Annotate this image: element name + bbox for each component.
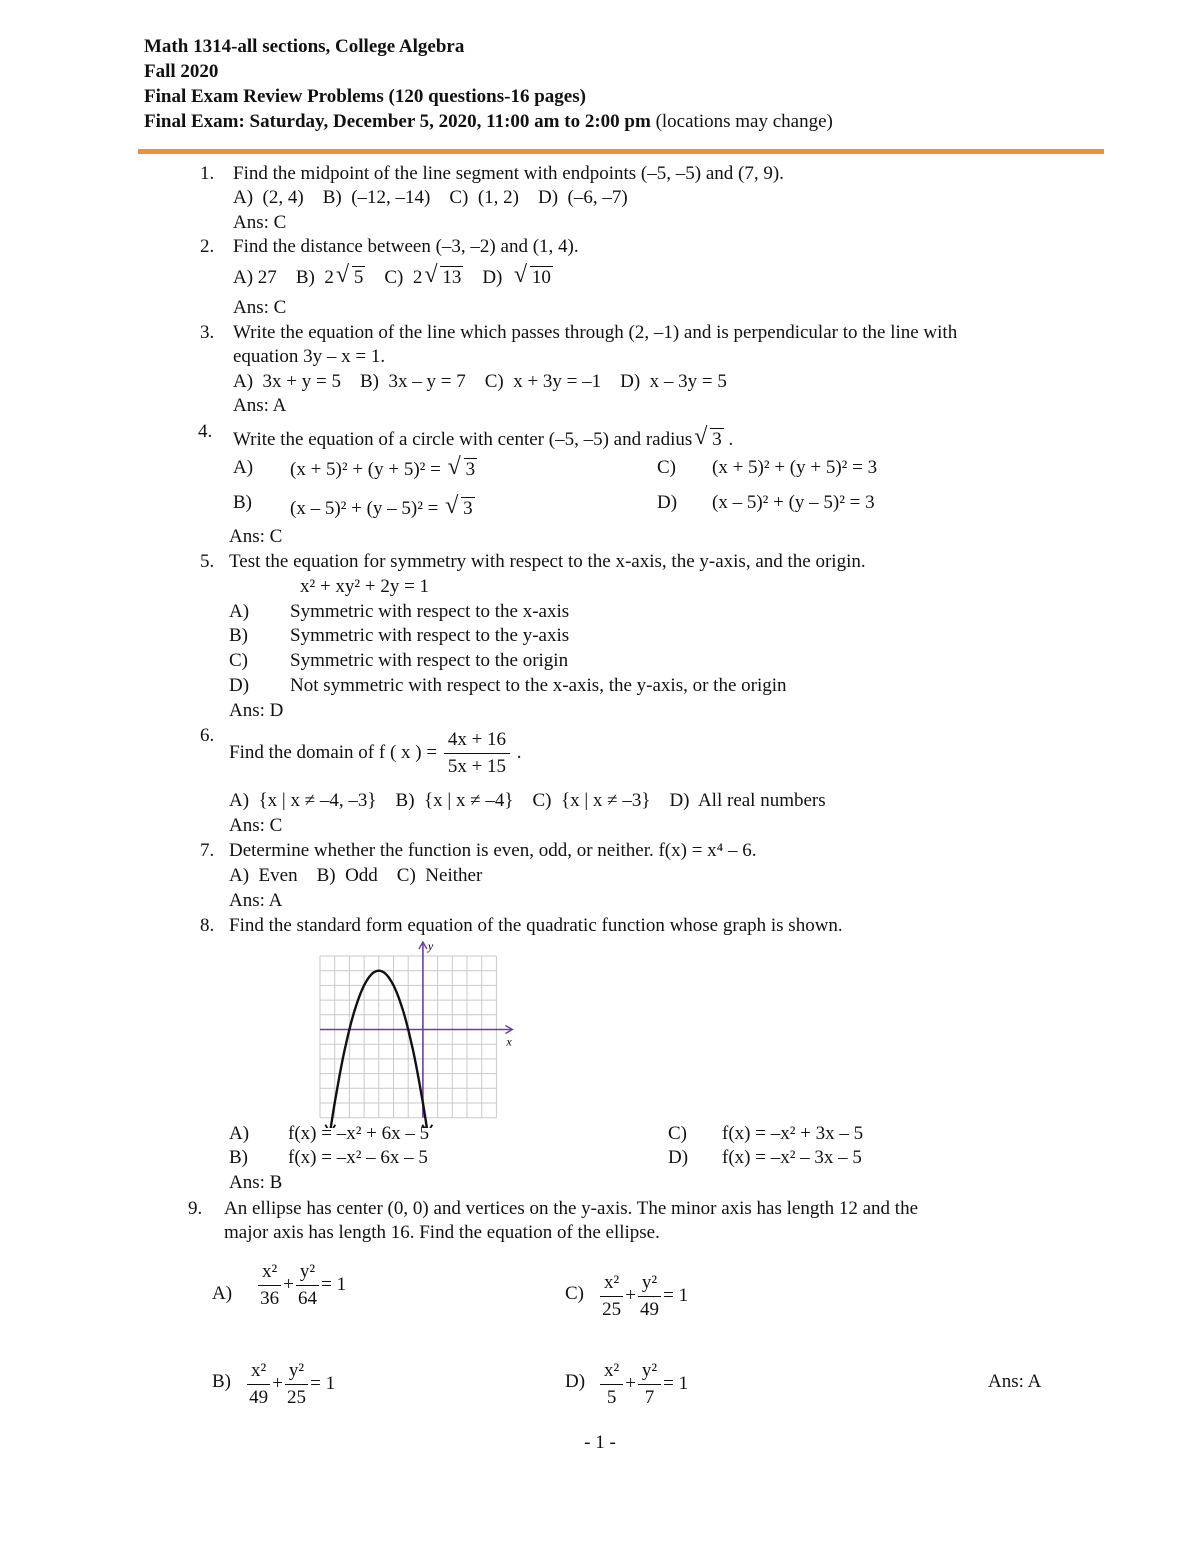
q8-a-equation: f(x) = –x² + 6x – 5 [288, 1123, 430, 1144]
q1-answer: Ans: C [233, 212, 287, 233]
q8-number: 8. [200, 915, 215, 936]
term: Fall 2020 [144, 61, 219, 82]
q4-d-label: D) [657, 492, 678, 513]
q9-number: 9. [188, 1198, 203, 1219]
q5-option-text: Symmetric with respect to the x-axis [290, 601, 570, 622]
q4-b-label: B) [233, 492, 252, 513]
q7-choices: A) Even B) Odd C) Neither [229, 865, 483, 886]
q5-option-label: A) [229, 601, 250, 622]
q4-number: 4. [198, 421, 213, 442]
q7-answer: Ans: A [229, 890, 283, 911]
q5-option-text: Symmetric with respect to the origin [290, 650, 569, 671]
q8-a-label: A) [229, 1123, 250, 1144]
q1-choices: A) (2, 4) B) (–12, –14) C) (1, 2) D) (–6, –7) [233, 187, 628, 208]
q6-choices: A) {x | x ≠ –4, –3} B) {x | x ≠ –4} C) {x | x ≠ –3} D) All real numbers [229, 790, 826, 811]
q4-d-equation: (x – 5)² + (y – 5)² = 3 [712, 492, 875, 513]
q3-answer: Ans: A [233, 395, 287, 416]
page-number: - 1 - [584, 1432, 616, 1453]
q7-number: 7. [200, 840, 215, 861]
q2-text: Find the distance between (–3, –2) and (1, 4). [233, 236, 579, 257]
q5-number: 5. [200, 551, 215, 572]
q4-b-equation: (x – 5)² + (y – 5)² = √ 3 [290, 497, 475, 521]
q4-answer: Ans: C [229, 526, 283, 547]
q9-answer: Ans: A [988, 1371, 1042, 1392]
q9-a-label: A) [212, 1283, 233, 1304]
q9-c-label: C) [565, 1283, 584, 1304]
q9-d-equation: $\frac{\text{x²}}{5}$ + $\frac{\text{y²}}{7}$ = 1 [598, 1352, 688, 1416]
q4-a-equation: (x + 5)² + (y + 5)² = √ 3 [290, 458, 477, 482]
q8-c-label: C) [668, 1123, 687, 1144]
q5-option-text: Not symmetric with respect to the x-axis, the y-axis, or the origin [290, 675, 787, 696]
course-title: Math 1314-all sections, College Algebra [144, 36, 465, 57]
q5-text: Test the equation for symmetry with respect to the x-axis, the y-axis, and the origin. [229, 551, 866, 572]
q4-a-label: A) [233, 457, 254, 478]
q3-number: 3. [200, 322, 215, 343]
q7-text: Determine whether the function is even, odd, or neither. f(x) = x⁴ – 6. [229, 840, 757, 861]
exam-date: Final Exam: Saturday, December 5, 2020, 11:00 am to 2:00 pm (locations may change) [144, 111, 833, 132]
header-divider [138, 149, 1104, 154]
q8-c-equation: f(x) = –x² + 3x – 5 [722, 1123, 864, 1144]
q5-answer: Ans: D [229, 700, 284, 721]
q3-text: Write the equation of the line which passes through (2, –1) and is perpendicular to the line with [233, 322, 958, 343]
q8-text: Find the standard form equation of the quadratic function whose graph is shown. [229, 915, 843, 936]
q6-answer: Ans: C [229, 815, 283, 836]
q6-number: 6. [200, 725, 215, 746]
q4-c-equation: (x + 5)² + (y + 5)² = 3 [712, 457, 878, 478]
q5-option-label: D) [229, 675, 250, 696]
q4-text: Write the equation of a circle with center (–5, –5) and radius√ 3 . [233, 428, 733, 452]
q5-equation: x² + xy² + 2y = 1 [300, 576, 430, 597]
q2-answer: Ans: C [233, 297, 287, 318]
q2-choices: A) 27 B) 2√ 5 C) 2√ 13 D) √ 10 [233, 266, 553, 290]
q3-text-2: equation 3y – x = 1. [233, 346, 386, 367]
q1-number: 1. [200, 163, 215, 184]
q9-c-equation: $\frac{\text{x²}}{25}$ + $\frac{\text{y²}}{49}$ = 1 [598, 1264, 688, 1328]
q9-text-2: major axis has length 16. Find the equation of the ellipse. [224, 1222, 660, 1243]
parabola-graph [300, 938, 540, 1128]
q3-choices: A) 3x + y = 5 B) 3x – y = 7 C) x + 3y = –1 D) x – 3y = 5 [233, 371, 727, 392]
q4-c-label: C) [657, 457, 676, 478]
document-header [144, 34, 833, 134]
q8-answer: Ans: B [229, 1172, 283, 1193]
q9-b-label: B) [212, 1371, 231, 1392]
q9-d-label: D) [565, 1371, 586, 1392]
y-axis-label: y [427, 939, 434, 953]
q5-option-label: C) [229, 650, 248, 671]
q1-text: Find the midpoint of the line segment with endpoints (–5, –5) and (7, 9). [233, 163, 784, 184]
q8-d-equation: f(x) = –x² – 3x – 5 [722, 1147, 862, 1168]
q6-text: Find the domain of f ( x ) = $\frac{4x + 16}{5x + 15}$ . [229, 729, 522, 778]
q8-b-label: B) [229, 1147, 248, 1168]
q9-text: An ellipse has center (0, 0) and vertices on the y-axis. The minor axis has length 12 and the [224, 1198, 919, 1219]
q5-option-text: Symmetric with respect to the y-axis [290, 625, 570, 646]
review-title: Final Exam Review Problems (120 questions-16 pages) [144, 86, 586, 107]
q8-d-label: D) [668, 1147, 689, 1168]
x-axis-label: x [506, 1034, 512, 1049]
q8-b-equation: f(x) = –x² – 6x – 5 [288, 1147, 428, 1168]
q2-number: 2. [200, 236, 215, 257]
q5-option-label: B) [229, 625, 248, 646]
q9-a-equation: $\frac{\text{x²}}{36}$ + $\frac{\text{y²}}{64}$ = 1 [256, 1253, 346, 1317]
q9-b-equation: $\frac{\text{x²}}{49}$ + $\frac{\text{y²}}{25}$ = 1 [245, 1352, 335, 1416]
